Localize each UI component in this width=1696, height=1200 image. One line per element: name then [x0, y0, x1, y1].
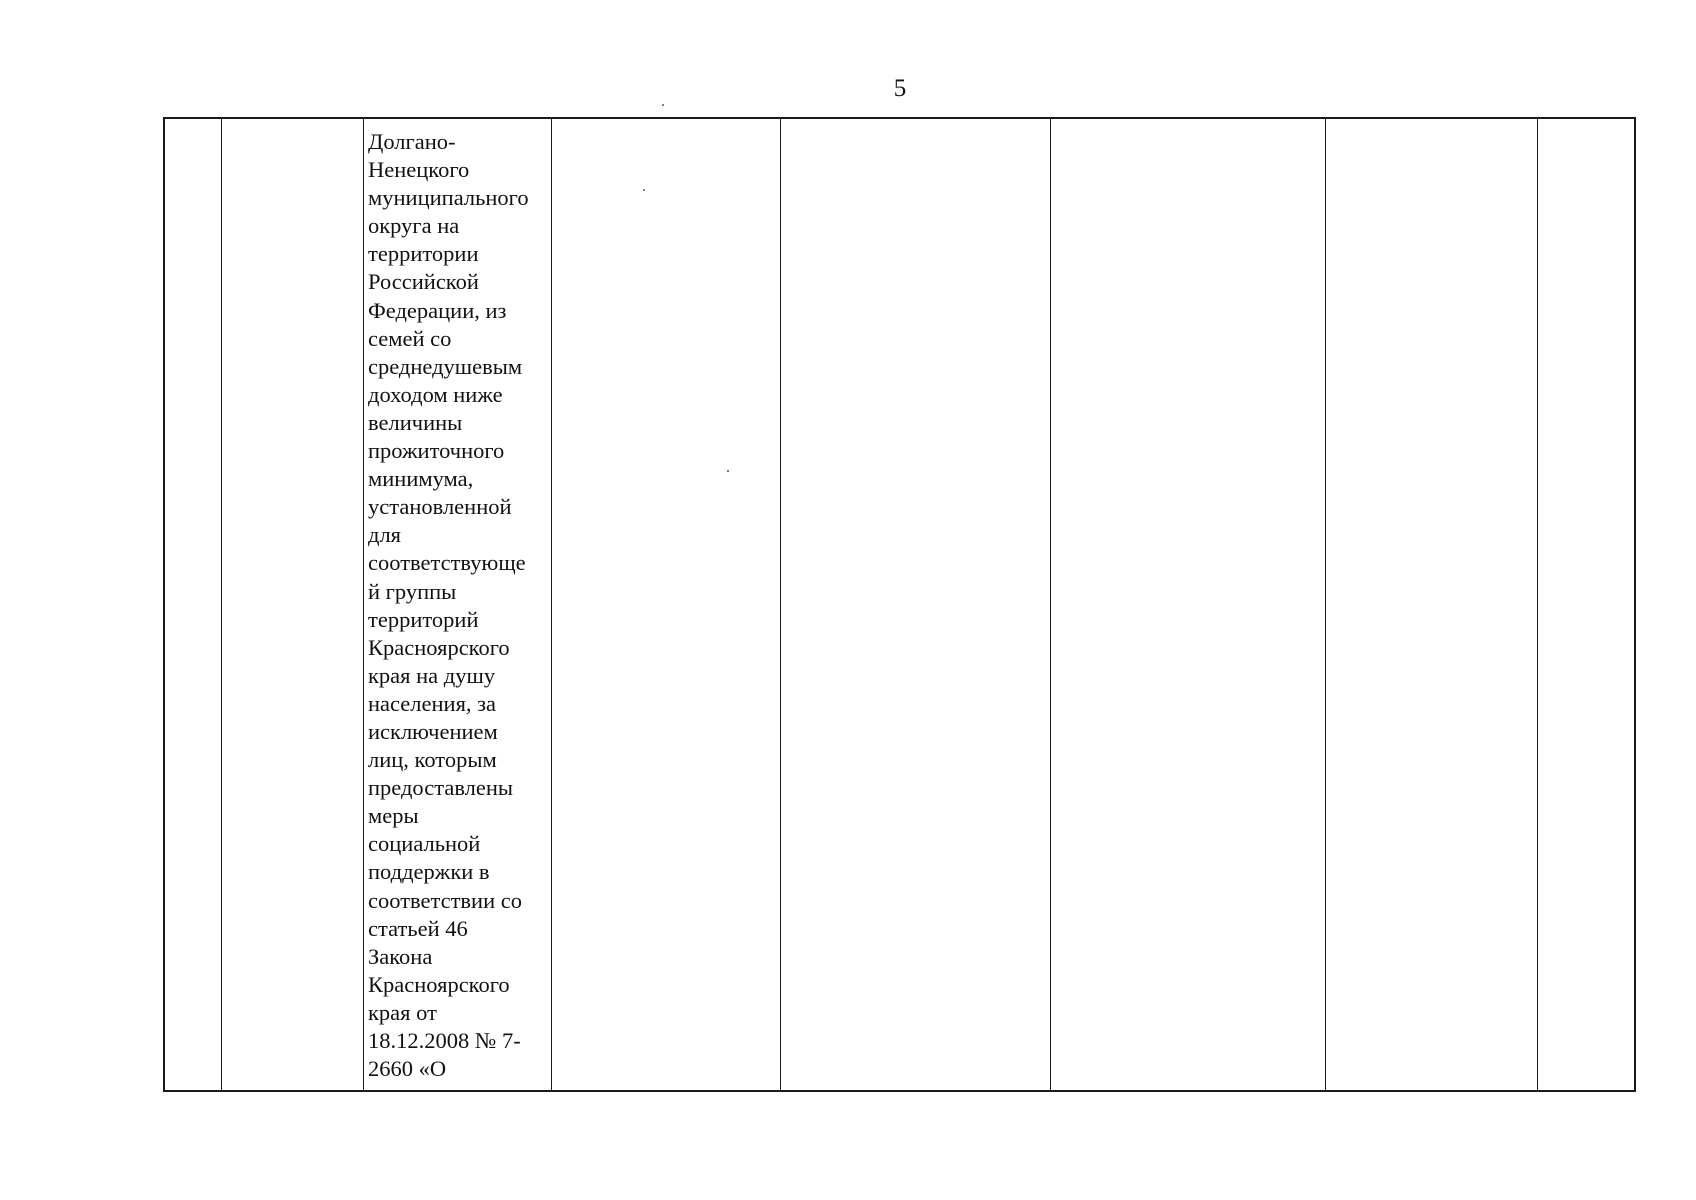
- cell-text-line: Федерации, из: [368, 297, 507, 323]
- cell-text-line: Красноярского: [368, 971, 510, 997]
- cell-text-line: социальной: [368, 831, 481, 857]
- cell-text-line: й группы: [368, 578, 457, 604]
- cell-text-line: Красноярского: [368, 634, 510, 660]
- scan-speck: [727, 470, 729, 472]
- cell-text-line: доходом ниже: [368, 381, 503, 407]
- cell-text-line: для: [368, 522, 402, 548]
- cell-text-line: округа на: [368, 213, 460, 239]
- cell-text-line: лиц, которым: [368, 747, 497, 773]
- column-divider-7: [1537, 119, 1538, 1090]
- cell-text-line: исключением: [368, 718, 498, 744]
- cell-text-line: соответствии со: [368, 887, 522, 913]
- cell-text-line: среднедушевым: [368, 353, 523, 379]
- cell-text-line: статьей 46: [368, 915, 468, 941]
- cell-text-line: соответствующе: [368, 550, 526, 576]
- column-divider-5: [1050, 119, 1051, 1090]
- cell-text-line: минимума,: [368, 466, 474, 492]
- cell-text-line: предоставлены: [368, 775, 514, 801]
- cell-text-line: края на душу: [368, 662, 496, 688]
- column-divider-2: [363, 119, 364, 1090]
- column-divider-6: [1325, 119, 1326, 1090]
- cell-text-line: 18.12.2008 № 7-: [368, 1028, 521, 1053]
- column-divider-4: [780, 119, 781, 1090]
- cell-text-line: муниципального: [368, 185, 529, 211]
- cell-text-line: населения, за: [368, 690, 497, 716]
- cell-text-line: меры: [368, 803, 419, 829]
- cell-text-line: прожиточного: [368, 438, 505, 464]
- scan-speck: [662, 104, 664, 106]
- cell-text-line: установленной: [368, 494, 512, 520]
- column-divider-3: [551, 119, 552, 1090]
- cell-text-line: 2660 «О: [368, 1056, 447, 1082]
- cell-text-line: Долгано-: [368, 129, 456, 154]
- cell-text-line: территорий: [368, 606, 479, 632]
- cell-text-line: величины: [368, 409, 463, 435]
- page-number: 5: [893, 75, 907, 102]
- scan-speck: [643, 189, 645, 191]
- cell-text-line: территории: [368, 241, 479, 267]
- cell-text-line: поддержки в: [368, 859, 490, 885]
- cell-text-line: семей со: [368, 325, 452, 351]
- cell-text-line: Ненецкого: [368, 157, 470, 183]
- column-divider-1: [221, 119, 222, 1090]
- cell-text-line: Российской: [368, 269, 479, 295]
- table-cell-text: [368, 128, 550, 1083]
- cell-text-line: края от: [368, 999, 437, 1025]
- cell-text-line: Закона: [368, 943, 433, 969]
